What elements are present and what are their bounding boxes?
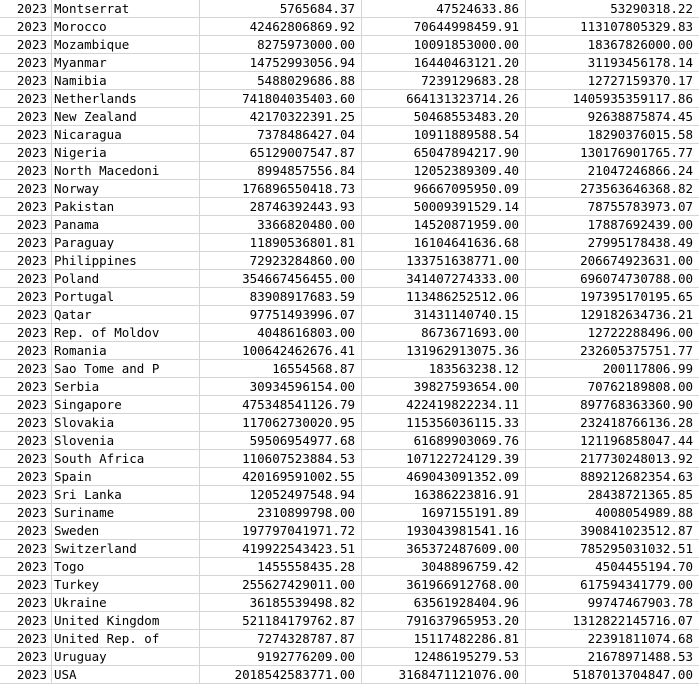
year-cell[interactable]: 2023 [0,234,52,251]
value-cell-2[interactable]: 113486252512.06 [362,288,526,305]
country-cell[interactable]: South Africa [52,450,200,467]
table-row [0,666,699,684]
value-cell-3[interactable]: 206674923631.00 [580,253,693,268]
table-row [0,36,699,54]
value-cell-2[interactable]: 1697155191.89 [362,504,526,521]
value-cell-2[interactable]: 12052389309.40 [362,162,526,179]
table-row [0,270,699,288]
table-row [0,108,699,126]
value-cell-3[interactable]: 78755783973.07 [587,199,693,214]
table-row [0,90,699,108]
value-cell-2[interactable]: 16440463121.20 [362,54,526,71]
year-cell[interactable]: 2023 [0,90,52,107]
country-cell[interactable]: New Zealand [52,108,200,125]
value-cell-2[interactable]: 3048896759.42 [362,558,526,575]
value-cell-2[interactable]: 664131323714.26 [362,90,526,107]
year-cell[interactable]: 2023 [0,414,52,431]
table-row [0,180,699,198]
value-cell-3[interactable]: 28438721365.85 [587,487,693,502]
value-cell-2[interactable]: 3168471121076.00 [362,666,526,683]
country-cell[interactable]: Montserrat [52,0,200,17]
table-row [0,252,699,270]
value-cell-1[interactable]: 100642462676.41 [200,342,362,359]
value-cell-3[interactable]: 273563646368.82 [580,181,693,196]
value-cell-1[interactable]: 42170322391.25 [200,108,362,125]
value-cell-3[interactable]: 99747467903.78 [587,595,693,610]
country-cell[interactable]: North Macedoni [52,162,200,179]
value-cell-3[interactable]: 27995178438.49 [587,235,693,250]
country-cell[interactable]: Myanmar [52,54,200,71]
value-cell-1[interactable]: 36185539498.82 [200,594,362,611]
value-cell-3[interactable]: 4008054989.88 [595,505,693,520]
year-cell[interactable]: 2023 [0,216,52,233]
country-cell[interactable]: Namibia [52,72,200,89]
country-cell[interactable]: Philippines [52,252,200,269]
value-cell-1[interactable]: 83908917683.59 [200,288,362,305]
value-cell-3[interactable]: 21047246866.24 [587,163,693,178]
value-cell-3[interactable]: 53290318.22 [610,1,693,16]
value-cell-1[interactable]: 419922543423.51 [200,540,362,557]
table-row [0,396,699,414]
value-cell-1[interactable]: 72923284860.00 [200,252,362,269]
value-cell-1[interactable]: 30934596154.00 [200,378,362,395]
table-row [0,234,699,252]
value-cell-2[interactable]: 7239129683.28 [362,72,526,89]
year-cell[interactable]: 2023 [0,108,52,125]
value-cell-2[interactable]: 96667095950.09 [362,180,526,197]
value-cell-3[interactable]: 17887692439.00 [587,217,693,232]
year-cell[interactable]: 2023 [0,0,52,17]
table-row [0,576,699,594]
table-row [0,360,699,378]
year-cell[interactable]: 2023 [0,630,52,647]
year-cell[interactable]: 2023 [0,522,52,539]
country-cell[interactable]: Singapore [52,396,200,413]
value-cell-1[interactable]: 9192776209.00 [200,648,362,665]
country-cell[interactable]: Norway [52,180,200,197]
value-cell-3[interactable]: 18367826000.00 [587,37,693,52]
country-cell[interactable]: Suriname [52,504,200,521]
year-cell[interactable]: 2023 [0,342,52,359]
value-cell-1[interactable]: 2018542583771.00 [200,666,362,683]
country-cell[interactable]: Spain [52,468,200,485]
year-cell[interactable]: 2023 [0,576,52,593]
country-cell[interactable]: Uruguay [52,648,200,665]
country-cell[interactable]: Serbia [52,378,200,395]
year-cell[interactable]: 2023 [0,360,52,377]
value-cell-3[interactable]: 1312822145716.07 [572,613,693,628]
year-cell[interactable]: 2023 [0,324,52,341]
table-row [0,648,699,666]
value-cell-2[interactable]: 422419822234.11 [362,396,526,413]
value-cell-3[interactable]: 21678971488.53 [587,649,693,664]
table-row [0,126,699,144]
year-cell[interactable]: 2023 [0,144,52,161]
value-cell-1[interactable]: 59506954977.68 [200,432,362,449]
country-cell[interactable]: Switzerland [52,540,200,557]
country-cell[interactable]: Portugal [52,288,200,305]
value-cell-1[interactable]: 110607523884.53 [200,450,362,467]
value-cell-3[interactable]: 4504455194.70 [595,559,693,574]
table-row [0,54,699,72]
value-cell-2[interactable]: 50468553483.20 [362,108,526,125]
value-cell-2[interactable]: 115356036115.33 [362,414,526,431]
year-cell[interactable]: 2023 [0,558,52,575]
value-cell-1[interactable]: 8994857556.84 [200,162,362,179]
year-cell[interactable]: 2023 [0,252,52,269]
country-cell[interactable]: Nigeria [52,144,200,161]
value-cell-2[interactable]: 50009391529.14 [362,198,526,215]
year-cell[interactable]: 2023 [0,612,52,629]
value-cell-2[interactable]: 183563238.12 [362,360,526,377]
country-cell[interactable]: United Rep. of [52,630,200,647]
value-cell-1[interactable]: 475348541126.79 [200,396,362,413]
value-cell-1[interactable]: 11890536801.81 [200,234,362,251]
value-cell-1[interactable]: 5765684.37 [200,0,362,17]
value-cell-3[interactable]: 785295031032.51 [580,541,693,556]
value-cell-1[interactable]: 255627429011.00 [200,576,362,593]
country-cell[interactable]: Sao Tome and P [52,360,200,377]
table-row [0,144,699,162]
year-cell[interactable]: 2023 [0,504,52,521]
value-cell-1[interactable]: 7274328787.87 [200,630,362,647]
year-cell[interactable]: 2023 [0,306,52,323]
year-cell[interactable]: 2023 [0,450,52,467]
table-row [0,612,699,630]
country-cell[interactable]: Qatar [52,306,200,323]
value-cell-1[interactable]: 420169591002.55 [200,468,362,485]
country-cell[interactable]: Nicaragua [52,126,200,143]
value-cell-1[interactable]: 8275973000.00 [200,36,362,53]
table-row [0,540,699,558]
value-cell-1[interactable]: 5488029686.88 [200,72,362,89]
year-cell[interactable]: 2023 [0,180,52,197]
value-cell-3[interactable]: 5187013704847.00 [572,667,693,682]
value-cell-2[interactable]: 131962913075.36 [362,342,526,359]
value-cell-1[interactable]: 3366820480.00 [200,216,362,233]
value-cell-3[interactable]: 200117806.99 [602,361,693,376]
year-cell[interactable]: 2023 [0,378,52,395]
value-cell-2[interactable]: 361966912768.00 [362,576,526,593]
value-cell-2[interactable]: 10911889588.54 [362,126,526,143]
value-cell-2[interactable]: 133751638771.00 [362,252,526,269]
value-cell-3[interactable]: 130176901765.77 [580,145,693,160]
country-cell[interactable]: Sri Lanka [52,486,200,503]
table-row [0,162,699,180]
year-cell[interactable]: 2023 [0,162,52,179]
value-cell-3[interactable]: 696074730788.00 [580,271,693,286]
year-cell[interactable]: 2023 [0,666,52,683]
value-cell-2[interactable]: 16386223816.91 [362,486,526,503]
country-cell[interactable]: Togo [52,558,200,575]
country-cell[interactable]: Netherlands [52,90,200,107]
value-cell-3[interactable]: 390841023512.87 [580,523,693,538]
year-cell[interactable]: 2023 [0,396,52,413]
value-cell-1[interactable]: 521184179762.87 [200,612,362,629]
value-cell-3[interactable]: 12727159370.17 [587,73,693,88]
table-row [0,414,699,432]
value-cell-2[interactable]: 107122724129.39 [362,450,526,467]
value-cell-1[interactable]: 197797041971.72 [200,522,362,539]
value-cell-3[interactable]: 889212682354.63 [580,469,693,484]
table-row [0,378,699,396]
table-row [0,216,699,234]
country-cell[interactable]: United Kingdom [52,612,200,629]
value-cell-2[interactable]: 70644998459.91 [362,18,526,35]
value-cell-2[interactable]: 61689903069.76 [362,432,526,449]
value-cell-1[interactable]: 4048616803.00 [200,324,362,341]
table-row [0,504,699,522]
value-cell-3[interactable]: 92638875874.45 [587,109,693,124]
value-cell-2[interactable]: 65047894217.90 [362,144,526,161]
table-row [0,630,699,648]
table-row [0,18,699,36]
value-cell-1[interactable]: 16554568.87 [200,360,362,377]
value-cell-3[interactable]: 129182634736.21 [580,307,693,322]
value-cell-1[interactable]: 117062730020.95 [200,414,362,431]
year-cell[interactable]: 2023 [0,126,52,143]
table-row [0,0,699,18]
value-cell-1[interactable]: 14752993056.94 [200,54,362,71]
value-cell-2[interactable]: 791637965953.20 [362,612,526,629]
value-cell-1[interactable]: 1455558435.28 [200,558,362,575]
year-cell[interactable]: 2023 [0,288,52,305]
table-row [0,72,699,90]
country-cell[interactable]: USA [52,666,200,683]
year-cell[interactable]: 2023 [0,54,52,71]
value-cell-2[interactable]: 39827593654.00 [362,378,526,395]
table-row [0,594,699,612]
country-cell[interactable]: Slovakia [52,414,200,431]
value-cell-2[interactable]: 63561928404.96 [362,594,526,611]
year-cell[interactable]: 2023 [0,486,52,503]
value-cell-1[interactable]: 12052497548.94 [200,486,362,503]
value-cell-3[interactable]: 12722288496.00 [587,325,693,340]
value-cell-2[interactable]: 47524633.86 [362,0,526,17]
table-row [0,324,699,342]
year-cell[interactable]: 2023 [0,198,52,215]
country-cell[interactable]: Turkey [52,576,200,593]
value-cell-2[interactable]: 16104641636.68 [362,234,526,251]
value-cell-2[interactable]: 31431140740.15 [362,306,526,323]
value-cell-2[interactable]: 341407274333.00 [362,270,526,287]
year-cell[interactable]: 2023 [0,432,52,449]
year-cell[interactable]: 2023 [0,540,52,557]
value-cell-3[interactable]: 897768363360.90 [580,397,693,412]
value-cell-1[interactable]: 97751493996.07 [200,306,362,323]
country-cell[interactable]: Romania [52,342,200,359]
value-cell-2[interactable]: 365372487609.00 [362,540,526,557]
value-cell-2[interactable]: 193043981541.16 [362,522,526,539]
year-cell[interactable]: 2023 [0,72,52,89]
value-cell-3[interactable]: 197395170195.65 [580,289,693,304]
value-cell-1[interactable]: 28746392443.93 [200,198,362,215]
table-row [0,486,699,504]
value-cell-1[interactable]: 176896550418.73 [200,180,362,197]
value-cell-3[interactable]: 70762189808.00 [587,379,693,394]
value-cell-2[interactable]: 469043091352.09 [362,468,526,485]
country-cell[interactable]: Panama [52,216,200,233]
value-cell-1[interactable]: 741804035403.60 [200,90,362,107]
value-cell-3[interactable]: 232418766136.28 [580,415,693,430]
year-cell[interactable]: 2023 [0,468,52,485]
table-row [0,342,699,360]
value-cell-3[interactable]: 121196858047.44 [580,433,693,448]
country-cell[interactable]: Pakistan [52,198,200,215]
country-cell[interactable]: Paraguay [52,234,200,251]
country-cell[interactable]: Sweden [52,522,200,539]
table-row [0,558,699,576]
year-cell[interactable]: 2023 [0,18,52,35]
value-cell-1[interactable]: 7378486427.04 [200,126,362,143]
value-cell-3[interactable]: 232605375751.77 [580,343,693,358]
country-cell[interactable]: Morocco [52,18,200,35]
table-row [0,288,699,306]
value-cell-2[interactable]: 12486195279.53 [362,648,526,665]
table-row [0,432,699,450]
value-cell-3[interactable]: 217730248013.92 [580,451,693,466]
year-cell[interactable]: 2023 [0,648,52,665]
country-cell[interactable]: Rep. of Moldov [52,324,200,341]
country-cell[interactable]: Mozambique [52,36,200,53]
country-cell[interactable]: Poland [52,270,200,287]
table-row [0,450,699,468]
value-cell-1[interactable]: 65129007547.87 [200,144,362,161]
table-row [0,306,699,324]
table-row [0,522,699,540]
value-cell-2[interactable]: 8673671693.00 [362,324,526,341]
year-cell[interactable]: 2023 [0,270,52,287]
country-cell[interactable]: Slovenia [52,432,200,449]
table-row [0,198,699,216]
value-cell-3[interactable]: 617594341779.00 [580,577,693,592]
value-cell-1[interactable]: 42462806869.92 [200,18,362,35]
value-cell-3[interactable]: 18290376015.58 [587,127,693,142]
value-cell-1[interactable]: 354667456455.00 [200,270,362,287]
value-cell-1[interactable]: 2310899798.00 [200,504,362,521]
year-cell[interactable]: 2023 [0,36,52,53]
country-cell[interactable]: Ukraine [52,594,200,611]
value-cell-3[interactable]: 113107805329.83 [580,19,693,34]
value-cell-3[interactable]: 22391811074.68 [587,631,693,646]
value-cell-3[interactable]: 31193456178.14 [587,55,693,70]
value-cell-2[interactable]: 15117482286.81 [362,630,526,647]
value-cell-2[interactable]: 10091853000.00 [362,36,526,53]
value-cell-2[interactable]: 14520871959.00 [362,216,526,233]
value-cell-3[interactable]: 1405935359117.86 [572,91,693,106]
year-cell[interactable]: 2023 [0,594,52,611]
table-row [0,468,699,486]
